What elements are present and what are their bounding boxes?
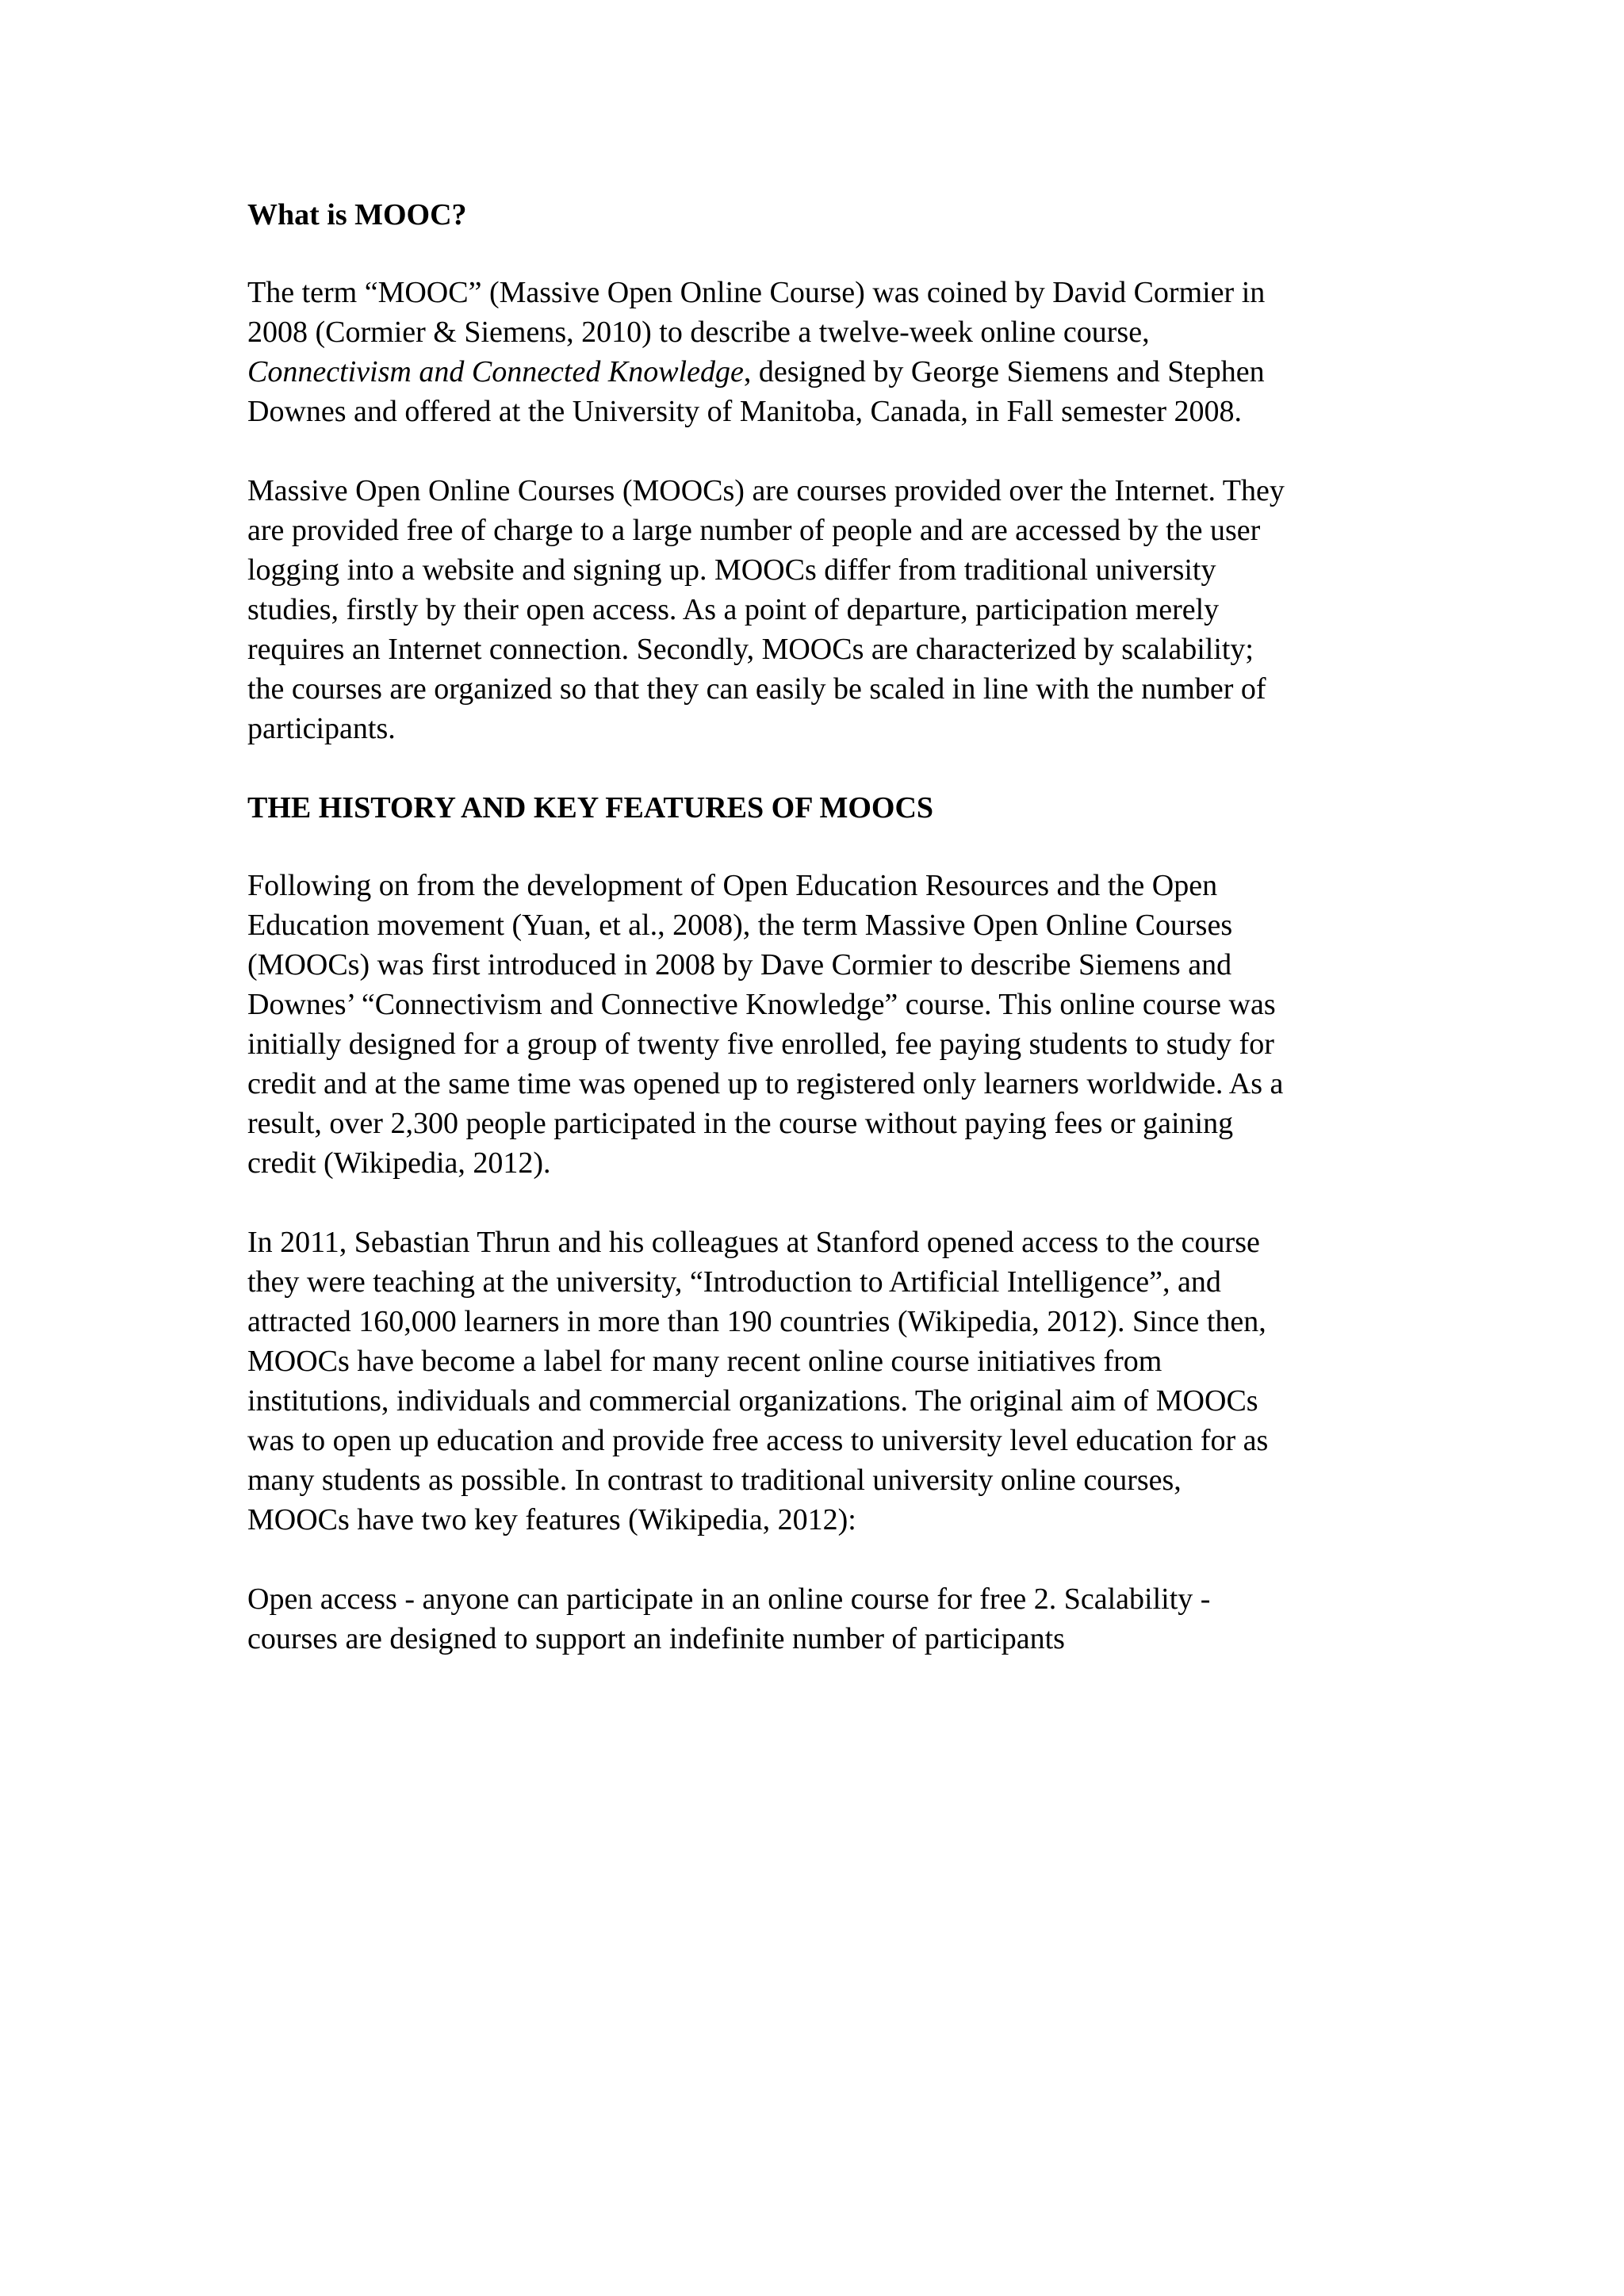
text-line: 2008 (Cormier & Siemens, 2010) to describe a twelve-week online course,: [247, 316, 1150, 349]
text-line: Following on from the development of Open Education Resources and the Open: [247, 869, 1218, 902]
paragraph-key-features-list: [247, 1579, 1389, 1659]
text-line: attracted 160,000 learners in more than 190 countries (Wikipedia, 2012). Since then,: [247, 1305, 1266, 1338]
text-line: was to open up education and provide free access to university level education for as: [247, 1424, 1269, 1457]
text-line: Downes’ “Connectivism and Connective Knowledge” course. This online course was: [247, 988, 1276, 1021]
text-fragment: , designed by George Siemens and Stephen: [743, 355, 1265, 388]
text-line: Open access - anyone can participate in an online course for free 2. Scalability -: [247, 1582, 1211, 1616]
text-line: requires an Internet connection. Secondly, MOOCs are characterized by scalability;: [247, 633, 1254, 666]
text-line: studies, firstly by their open access. As a point of departure, participation merely: [247, 593, 1220, 626]
heading-history-key-features: THE HISTORY AND KEY FEATURES OF MOOCS: [247, 791, 934, 825]
heading-what-is-mooc: What is MOOC?: [247, 198, 467, 232]
text-line: they were teaching at the university, “Introduction to Artificial Intelligence”, and: [247, 1265, 1221, 1299]
text-line: (MOOCs) was first introduced in 2008 by Dave Cormier to describe Siemens and: [247, 948, 1232, 982]
document-page: [247, 195, 1389, 1698]
paragraph-moocs-definition: [247, 471, 1389, 748]
text-line: credit and at the same time was opened up to registered only learners worldwide. As a: [247, 1067, 1284, 1100]
text-line: MOOCs have become a label for many recent online course initiatives from: [247, 1345, 1162, 1378]
text-line: initially designed for a group of twenty five enrolled, fee paying students to study for: [247, 1027, 1274, 1061]
text-line: Massive Open Online Courses (MOOCs) are courses provided over the Internet. They: [247, 474, 1285, 507]
text-line: participants.: [247, 712, 396, 745]
text-line: courses are designed to support an indefinite number of participants: [247, 1622, 1065, 1655]
text-line: are provided free of charge to a large number of people and are accessed by the user: [247, 514, 1261, 547]
paragraph-term-mooc: [247, 273, 1389, 431]
text-line: Downes and offered at the University of Manitoba, Canada, in Fall semester 2008.: [247, 395, 1243, 428]
paragraph-stanford-2011: [247, 1223, 1389, 1540]
text-line: In 2011, Sebastian Thrun and his colleagues at Stanford opened access to the course: [247, 1226, 1260, 1259]
text-line: credit (Wikipedia, 2012).: [247, 1146, 551, 1180]
text-line: the courses are organized so that they can easily be scaled in line with the number of: [247, 672, 1266, 706]
text-line: The term “MOOC” (Massive Open Online Course) was coined by David Cormier in: [247, 276, 1266, 309]
text-line: institutions, individuals and commercial organizations. The original aim of MOOCs: [247, 1384, 1258, 1418]
text-line: logging into a website and signing up. MOOCs differ from traditional university: [247, 553, 1216, 587]
text-line: many students as possible. In contrast to traditional university online courses,: [247, 1464, 1182, 1497]
paragraph-history: [247, 866, 1389, 1183]
text-line: result, over 2,300 people participated in the course without paying fees or gaining: [247, 1107, 1234, 1140]
text-line: [247, 352, 1389, 392]
course-title-italic: Connectivism and Connected Knowledge: [247, 355, 744, 388]
text-line: Education movement (Yuan, et al., 2008), the term Massive Open Online Courses: [247, 909, 1233, 942]
text-line: MOOCs have two key features (Wikipedia, 2012):: [247, 1503, 856, 1536]
